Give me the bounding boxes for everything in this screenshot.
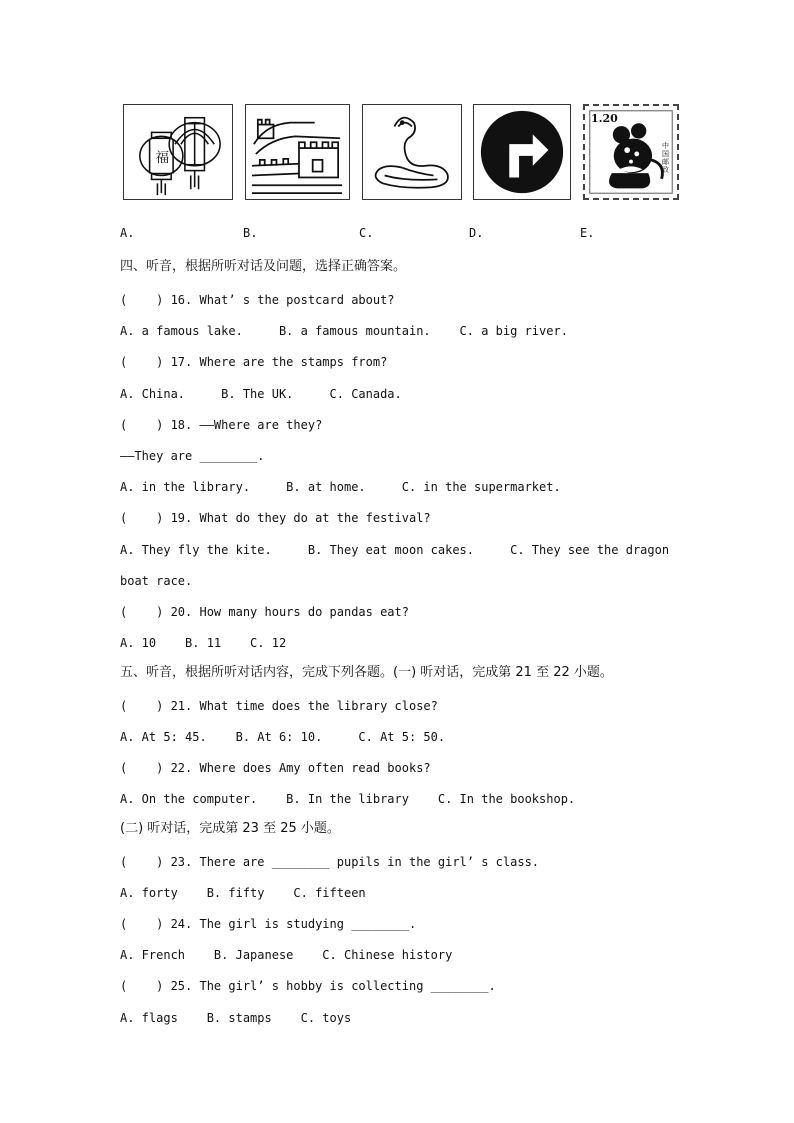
question-19-options: A. They fly the kite. B. They eat moon cakes. C. They see the dragon: [120, 543, 670, 557]
question-24: ( ) 24. The girl is studying ________.: [120, 917, 417, 931]
question-18-line2: ——They are ________.: [120, 449, 265, 463]
question-17-options: A. China. B. The UK. C. Canada.: [120, 387, 402, 401]
question-25: ( ) 25. The girl’ s hobby is collecting ________.: [120, 979, 496, 993]
question-18-options: A. in the library. B. at home. C. in the supermarket.: [120, 480, 561, 494]
snake-icon: [363, 105, 461, 199]
question-22-options: A. On the computer. B. In the library C. In the bookshop.: [120, 792, 576, 806]
picture-b: [245, 104, 350, 200]
question-22: ( ) 22. Where does Amy often read books?: [120, 761, 431, 775]
letter-c: C.: [359, 226, 374, 240]
question-25-options: A. flags B. stamps C. toys: [120, 1011, 352, 1025]
letter-d: D.: [469, 226, 484, 240]
letter-b: B.: [243, 226, 258, 240]
turn-right-sign-icon: [474, 105, 570, 199]
letter-a: A.: [120, 226, 135, 240]
question-19: ( ) 19. What do they do at the festival?: [120, 511, 431, 525]
picture-d: [473, 104, 571, 200]
great-wall-icon: [246, 105, 349, 199]
question-17: ( ) 17. Where are the stamps from?: [120, 355, 388, 369]
question-20: ( ) 20. How many hours do pandas eat?: [120, 605, 409, 619]
section5-heading: 五、听音，根据所听对话内容，完成下列各题。(一) 听对话，完成第 21 至 22 小题。: [120, 665, 613, 680]
stamp-value: 1.20: [591, 112, 618, 125]
stamp-country: 中国邮政: [662, 142, 669, 174]
question-18: ( ) 18. ——Where are they?: [120, 418, 323, 432]
svg-text:福: 福: [155, 149, 170, 166]
question-23: ( ) 23. There are ________ pupils in the girl’ s class.: [120, 855, 540, 869]
question-20-options: A. 10 B. 11 C. 12: [120, 636, 287, 650]
question-19-options-cont: boat race.: [120, 574, 193, 588]
letter-e: E.: [580, 226, 595, 240]
lanterns-icon: [124, 105, 232, 199]
question-21: ( ) 21. What time does the library close?: [120, 699, 438, 713]
question-24-options: A. French B. Japanese C. Chinese history: [120, 948, 453, 962]
question-16-options: A. a famous lake. B. a famous mountain. C. a big river.: [120, 324, 568, 338]
picture-letters: [0, 226, 794, 246]
picture-e: [583, 104, 679, 200]
picture-c: [362, 104, 462, 200]
section5-subheading: (二) 听对话，完成第 23 至 25 小题。: [120, 821, 340, 836]
picture-a: [123, 104, 233, 200]
section4-heading: 四、听音，根据所听对话及问题，选择正确答案。: [120, 259, 407, 274]
question-21-options: A. At 5: 45. B. At 6: 10. C. At 5: 50.: [120, 730, 446, 744]
question-23-options: A. forty B. fifty C. fifteen: [120, 886, 366, 900]
question-16: ( ) 16. What’ s the postcard about?: [120, 293, 395, 307]
